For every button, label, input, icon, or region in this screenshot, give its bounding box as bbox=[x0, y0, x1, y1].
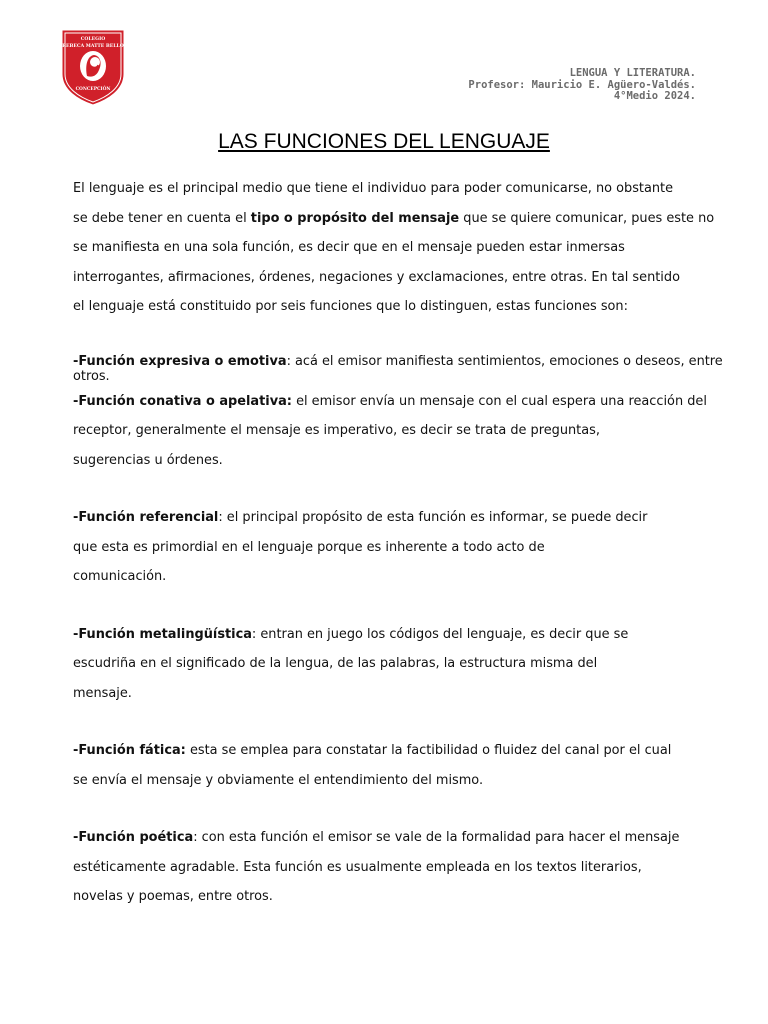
document-header bbox=[468, 68, 696, 103]
intro-emphasis: tipo o propósito del mensaje bbox=[250, 210, 460, 226]
function-label: -Función conativa o apelativa: bbox=[73, 393, 292, 409]
function-line: que esta es primordial en el lenguaje porque es inherente a todo acto de bbox=[73, 539, 545, 555]
page-title: LAS FUNCIONES DEL LENGUAJE bbox=[218, 130, 550, 153]
function-text: : el principal propósito de esta función es informar, se puede decir bbox=[218, 510, 648, 525]
function-fatica bbox=[73, 740, 703, 799]
function-line bbox=[73, 391, 707, 421]
function-text: : con esta función el emisor se vale de la formalidad para hacer el mensaje bbox=[193, 830, 680, 845]
logo-city: CONCEPCIÓN bbox=[75, 87, 111, 92]
function-expresiva bbox=[73, 353, 723, 384]
function-line bbox=[73, 353, 723, 369]
intro-line-5: el lenguaje está constituido por seis funciones que lo distinguen, estas funciones son: bbox=[73, 299, 628, 314]
function-text: : acá el emisor manifiesta sentimientos, emociones o deseos, entre bbox=[286, 353, 723, 369]
function-line: receptor, generalmente el mensaje es imperativo, es decir se trata de preguntas, bbox=[73, 423, 600, 438]
school-logo bbox=[60, 28, 126, 106]
intro-line-4: interrogantes, afirmaciones, órdenes, negaciones y exclamaciones, entre otras. En tal sentido bbox=[73, 269, 680, 285]
function-line: estéticamente agradable. Esta función es usualmente empleada en los textos literarios, bbox=[73, 859, 642, 875]
function-line bbox=[73, 507, 703, 537]
function-line bbox=[73, 624, 703, 654]
function-text: esta se emplea para constatar la factibilidad o fluidez del canal por el cual bbox=[185, 743, 672, 758]
intro-line-2 bbox=[73, 208, 715, 238]
subject-label: LENGUA Y LITERATURA. bbox=[569, 67, 696, 79]
function-label: -Función poética bbox=[73, 830, 194, 845]
function-referencial bbox=[73, 507, 703, 596]
function-line: sugerencias u órdenes. bbox=[73, 452, 223, 468]
document-body bbox=[73, 178, 723, 916]
function-text: el emisor envía un mensaje con el cual espera una reacción del bbox=[291, 393, 707, 409]
function-label: -Función referencial bbox=[73, 510, 219, 525]
function-label: -Función metalingüística bbox=[73, 626, 252, 642]
function-line bbox=[73, 827, 703, 857]
teacher-label: Profesor: Mauricio E. Agüero-Valdés. bbox=[468, 78, 696, 91]
course-label: 4°Medio 2024. bbox=[613, 90, 696, 102]
function-line: comunicación. bbox=[73, 569, 167, 584]
function-metalinguistica bbox=[73, 624, 703, 713]
function-line: mensaje. bbox=[73, 685, 132, 701]
intro-text: se debe tener en cuenta el bbox=[73, 210, 251, 226]
intro-line-3: se manifiesta en una sola función, es decir que en el mensaje pueden estar inmersas bbox=[73, 240, 625, 255]
logo-top-text: COLEGIO bbox=[80, 37, 106, 42]
intro-line-1: El lenguaje es el principal medio que tiene el individuo para poder comunicarse, no obstante bbox=[73, 181, 674, 196]
intro-text: que se quiere comunicar, pues este no bbox=[459, 210, 715, 226]
function-text: : entran en juego los códigos del lenguaje, es decir que se bbox=[251, 626, 629, 642]
function-label: -Función fática: bbox=[73, 743, 186, 758]
logo-school-name: REBECA MATTE BELLO bbox=[62, 44, 124, 49]
function-line: escudriña en el significado de la lengua, de las palabras, la estructura misma del bbox=[73, 656, 598, 671]
function-line: otros. bbox=[73, 368, 110, 384]
function-label: -Función expresiva o emotiva bbox=[73, 353, 287, 369]
function-line: se envía el mensaje y obviamente el entendimiento del mismo. bbox=[73, 772, 484, 788]
function-line: novelas y poemas, entre otros. bbox=[73, 889, 273, 904]
function-poetica bbox=[73, 827, 703, 916]
function-line bbox=[73, 740, 703, 770]
function-conativa bbox=[73, 391, 707, 480]
